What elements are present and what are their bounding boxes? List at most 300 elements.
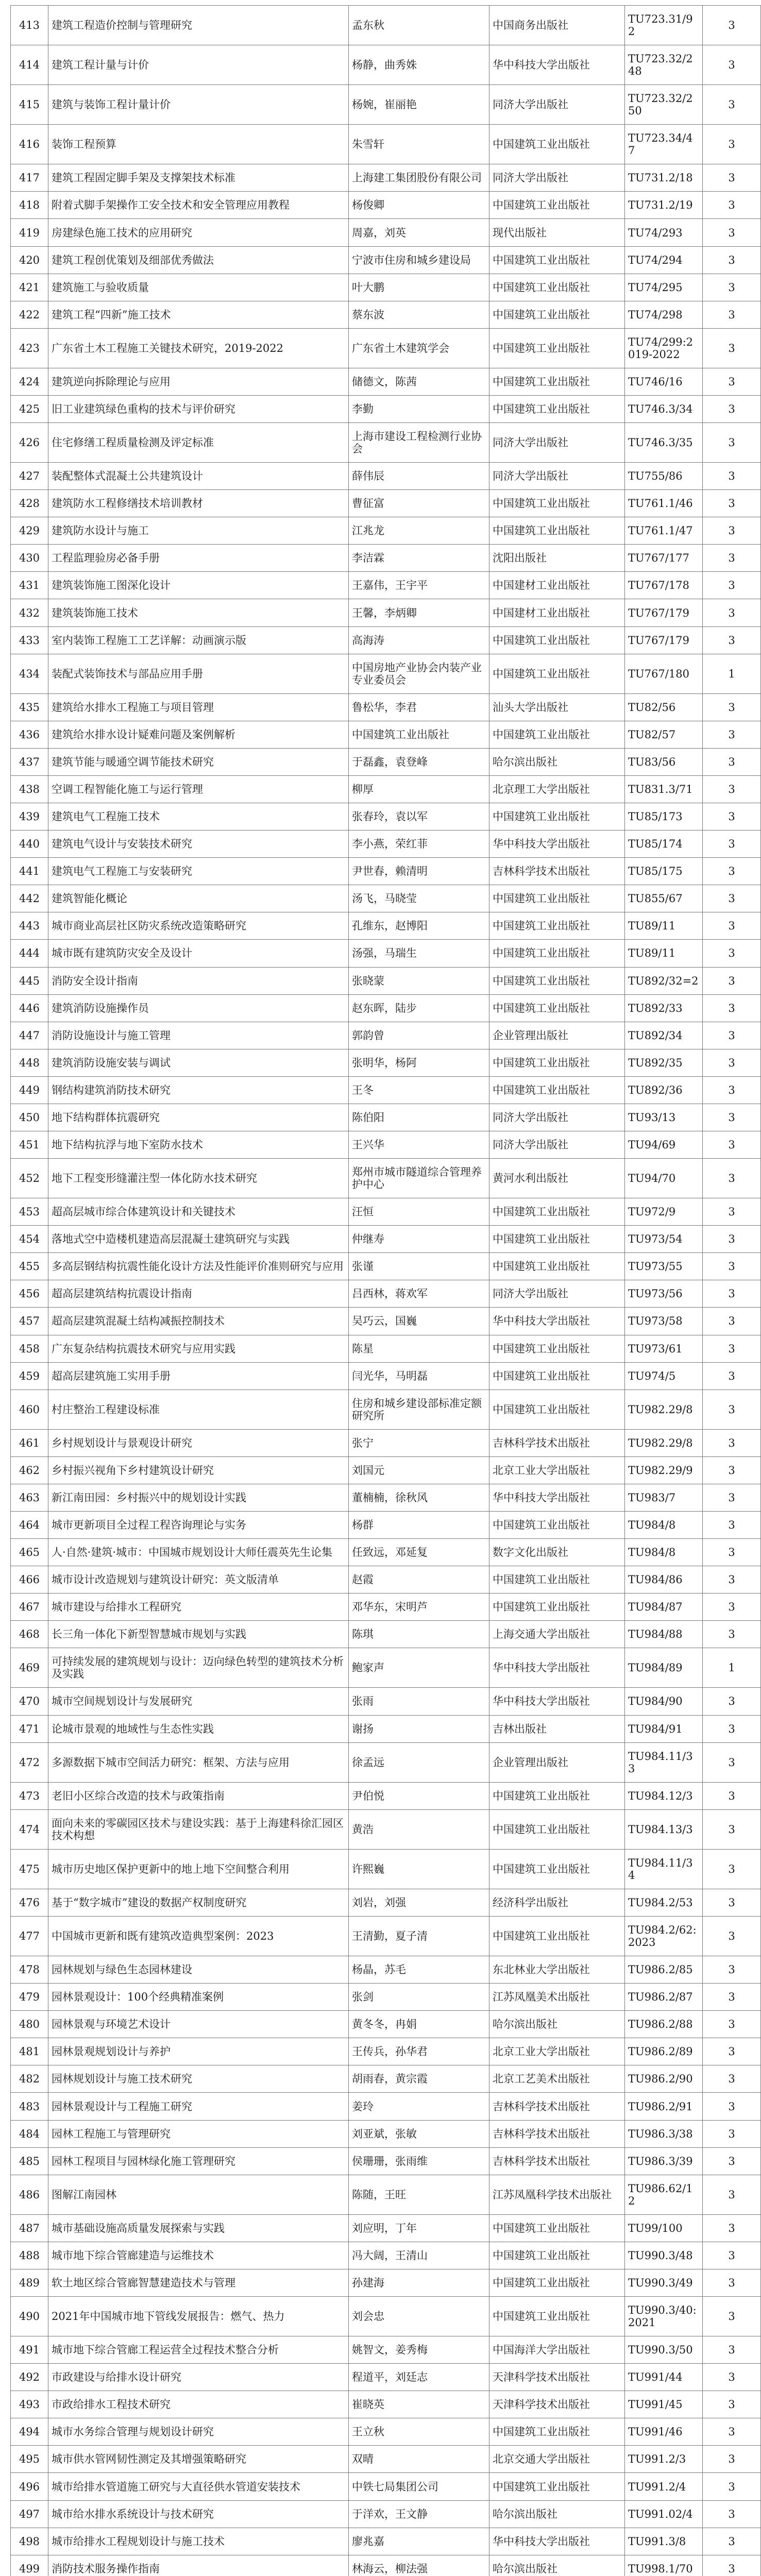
book-publisher: 中国建筑工业出版社 [489, 490, 625, 517]
copy-count: 3 [703, 2120, 761, 2147]
call-number: TU984/86 [625, 1566, 703, 1594]
row-number: 478 [11, 1956, 48, 1984]
table-row [11, 164, 761, 192]
table-row [11, 1782, 761, 1809]
book-author: 杨群 [349, 1511, 489, 1538]
table-row [11, 1715, 761, 1742]
book-title: 附着式脚手架操作工安全技术和安全管理应用教程 [48, 192, 349, 219]
table-row [11, 517, 761, 545]
call-number: TU761.1/46 [625, 490, 703, 517]
book-author: 王立秋 [349, 2418, 489, 2446]
book-publisher: 北京工业大学出版社 [489, 2038, 625, 2065]
book-author: 程道平，刘廷志 [349, 2364, 489, 2391]
book-title: 建筑施工与验收质量 [48, 274, 349, 301]
row-number: 462 [11, 1456, 48, 1484]
copy-count: 3 [703, 967, 761, 994]
book-publisher: 中国建筑工业出版社 [489, 1389, 625, 1429]
row-number: 430 [11, 545, 48, 572]
row-number: 487 [11, 2214, 48, 2242]
book-author: 姜玲 [349, 2093, 489, 2120]
book-publisher: 同济大学出版社 [489, 164, 625, 192]
call-number: TU991.3/8 [625, 2528, 703, 2555]
book-author: 尹世春，赖清明 [349, 858, 489, 885]
row-number: 481 [11, 2038, 48, 2065]
book-title: 建筑消防设施操作员 [48, 994, 349, 1022]
book-title: 建筑工程造价控制与管理研究 [48, 6, 349, 45]
call-number: TU94/70 [625, 1159, 703, 1198]
book-title: 地下结构群体抗震研究 [48, 1104, 349, 1131]
copy-count: 3 [703, 517, 761, 545]
copy-count: 3 [703, 885, 761, 912]
table-row [11, 1198, 761, 1226]
book-publisher: 华中科技大学出版社 [489, 1648, 625, 1688]
book-title: 乡村振兴视角下乡村建筑设计研究 [48, 1456, 349, 1484]
book-title: 城市空间规划设计与发展研究 [48, 1688, 349, 1715]
table-row [11, 192, 761, 219]
book-title: 城市商业高层社区防灾系统改造策略研究 [48, 912, 349, 940]
book-list-sheet [10, 5, 735, 2576]
book-author: 杨婉，崔丽艳 [349, 85, 489, 125]
book-author: 黄冬冬，冉娟 [349, 2011, 489, 2038]
call-number: TU984/87 [625, 1594, 703, 1621]
call-number: TU831.3/71 [625, 775, 703, 803]
table-row [11, 1280, 761, 1308]
table-row [11, 654, 761, 693]
book-publisher: 华中科技大学出版社 [489, 1308, 625, 1335]
call-number: TU986.2/88 [625, 2011, 703, 2038]
book-author: 中国建筑工业出版社 [349, 721, 489, 748]
table-row [11, 1076, 761, 1104]
call-number: TU892/32=2 [625, 967, 703, 994]
call-number: TU984/90 [625, 1688, 703, 1715]
book-publisher: 中国建筑工业出版社 [489, 125, 625, 164]
call-number: TU99/100 [625, 2214, 703, 2242]
book-publisher: 中国建筑工业出版社 [489, 1809, 625, 1849]
book-title: 建筑工程固定脚手架及支撑架技术标准 [48, 164, 349, 192]
book-publisher: 中国建材工业出版社 [489, 599, 625, 626]
book-author: 廖兆嘉 [349, 2528, 489, 2555]
table-row [11, 994, 761, 1022]
call-number: TU991/46 [625, 2418, 703, 2446]
row-number: 464 [11, 1511, 48, 1538]
book-author: 刘会忠 [349, 2297, 489, 2336]
book-publisher: 哈尔滨出版社 [489, 2011, 625, 2038]
book-title: 园林工程施工与管理研究 [48, 2120, 349, 2147]
copy-count: 3 [703, 2214, 761, 2242]
table-row [11, 1889, 761, 1916]
copy-count: 3 [703, 1621, 761, 1648]
book-publisher: 中国建筑工业出版社 [489, 2242, 625, 2269]
table-row [11, 858, 761, 885]
copy-count: 3 [703, 1809, 761, 1849]
copy-count: 3 [703, 1849, 761, 1889]
row-number: 459 [11, 1362, 48, 1389]
book-author: 赵东晖，陆步 [349, 994, 489, 1022]
book-publisher: 中国建筑工业出版社 [489, 1362, 625, 1389]
book-publisher: 同济大学出版社 [489, 1131, 625, 1158]
row-number: 485 [11, 2147, 48, 2175]
book-title: 建筑装饰施工技术 [48, 599, 349, 626]
row-number: 428 [11, 490, 48, 517]
book-author: 董楠楠，徐秋风 [349, 1484, 489, 1511]
book-publisher: 中国建筑工业出版社 [489, 803, 625, 831]
copy-count: 3 [703, 219, 761, 246]
copy-count: 3 [703, 2555, 761, 2576]
book-title: 村庄整治工程建设标准 [48, 1389, 349, 1429]
book-title: 广东省土木工程施工关键技术研究，2019-2022 [48, 328, 349, 368]
book-publisher: 经济科学出版社 [489, 1889, 625, 1916]
table-row [11, 2065, 761, 2093]
book-author: 陈伯阳 [349, 1104, 489, 1131]
row-number: 474 [11, 1809, 48, 1849]
book-author: 任致远，邓延复 [349, 1539, 489, 1566]
table-row [11, 2297, 761, 2336]
row-number: 429 [11, 517, 48, 545]
book-title: 园林规划与绿色生态园林建设 [48, 1956, 349, 1984]
row-number: 422 [11, 301, 48, 328]
table-row [11, 1456, 761, 1484]
table-row [11, 2242, 761, 2269]
row-number: 418 [11, 192, 48, 219]
copy-count: 3 [703, 2093, 761, 2120]
copy-count: 3 [703, 1198, 761, 1226]
call-number: TU82/57 [625, 721, 703, 748]
book-title: 市政给排水工程技术研究 [48, 2391, 349, 2418]
row-number: 488 [11, 2242, 48, 2269]
copy-count: 3 [703, 1742, 761, 1782]
copy-count: 3 [703, 2446, 761, 2473]
row-number: 424 [11, 368, 48, 395]
book-author: 鲍家声 [349, 1648, 489, 1688]
book-author: 崔晓英 [349, 2391, 489, 2418]
row-number: 431 [11, 572, 48, 599]
copy-count: 3 [703, 994, 761, 1022]
book-publisher: 华中科技大学出版社 [489, 2528, 625, 2555]
book-title: 园林景观规划设计与养护 [48, 2038, 349, 2065]
book-publisher: 中国建筑工业出版社 [489, 1849, 625, 1889]
book-title: 消防安全设计指南 [48, 967, 349, 994]
call-number: TU974/5 [625, 1362, 703, 1389]
book-title: 人·自然·建筑·城市：中国城市规划设计大师任震英先生论集 [48, 1539, 349, 1566]
copy-count: 3 [703, 1511, 761, 1538]
book-title: 城市更新项目全过程工程咨询理论与实务 [48, 1511, 349, 1538]
table-row [11, 721, 761, 748]
book-author: 胡雨春，黄宗霞 [349, 2065, 489, 2093]
copy-count: 3 [703, 693, 761, 721]
book-publisher: 中国建筑工业出版社 [489, 2269, 625, 2296]
copy-count: 3 [703, 1131, 761, 1158]
book-publisher: 中国建筑工业出版社 [489, 301, 625, 328]
book-publisher: 中国建筑工业出版社 [489, 274, 625, 301]
book-author: 于洋欢，王文静 [349, 2500, 489, 2528]
book-publisher: 中国建筑工业出版社 [489, 626, 625, 654]
book-title: 城市既有建筑防灾安全及设计 [48, 940, 349, 967]
copy-count: 3 [703, 368, 761, 395]
call-number: TU746.3/35 [625, 423, 703, 463]
table-row [11, 1484, 761, 1511]
table-row [11, 328, 761, 368]
copy-count: 3 [703, 2038, 761, 2065]
book-publisher: 中国建筑工业出版社 [489, 2473, 625, 2500]
book-author: 杨静，曲秀姝 [349, 45, 489, 85]
row-number: 458 [11, 1335, 48, 1362]
book-author: 刘应明，丁年 [349, 2214, 489, 2242]
copy-count: 3 [703, 45, 761, 85]
call-number: TU85/173 [625, 803, 703, 831]
table-row [11, 2269, 761, 2296]
row-number: 419 [11, 219, 48, 246]
call-number: TU892/36 [625, 1076, 703, 1104]
book-title: 图解江南园林 [48, 2175, 349, 2214]
call-number: TU984.2/62:2023 [625, 1917, 703, 1956]
book-author: 郭韵曾 [349, 1022, 489, 1049]
call-number: TU990.3/50 [625, 2336, 703, 2364]
copy-count: 3 [703, 1984, 761, 2011]
book-publisher: 吉林科学技术出版社 [489, 858, 625, 885]
book-author: 孔维东，赵博阳 [349, 912, 489, 940]
table-row [11, 1594, 761, 1621]
book-title: 超高层建筑混凝土结构减振控制技术 [48, 1308, 349, 1335]
row-number: 470 [11, 1688, 48, 1715]
book-publisher: 上海交通大学出版社 [489, 1621, 625, 1648]
book-publisher: 中国建材工业出版社 [489, 572, 625, 599]
call-number: TU767/179 [625, 626, 703, 654]
book-title: 园林工程项目与园林绿化施工管理研究 [48, 2147, 349, 2175]
book-publisher: 中国建筑工业出版社 [489, 994, 625, 1022]
book-author: 姚智文，姜秀梅 [349, 2336, 489, 2364]
book-title: 建筑装饰施工图深化设计 [48, 572, 349, 599]
call-number: TU991.02/4 [625, 2500, 703, 2528]
row-number: 448 [11, 1049, 48, 1076]
row-number: 436 [11, 721, 48, 748]
copy-count: 3 [703, 748, 761, 775]
book-title: 园林规划设计与施工技术研究 [48, 2065, 349, 2093]
book-author: 住房和城乡建设部标准定额研究所 [349, 1389, 489, 1429]
book-author: 吴巧云，国巍 [349, 1308, 489, 1335]
book-publisher: 中国建筑工业出版社 [489, 328, 625, 368]
call-number: TU74/294 [625, 246, 703, 274]
call-number: TU984/8 [625, 1539, 703, 1566]
table-row [11, 1131, 761, 1158]
row-number: 461 [11, 1429, 48, 1456]
call-number: TU984/91 [625, 1715, 703, 1742]
book-author: 王兴华 [349, 1131, 489, 1158]
table-row [11, 1621, 761, 1648]
table-row [11, 6, 761, 45]
call-number: TU973/61 [625, 1335, 703, 1362]
book-author: 刘国元 [349, 1456, 489, 1484]
call-number: TU984.12/3 [625, 1782, 703, 1809]
row-number: 446 [11, 994, 48, 1022]
book-author: 宁波市住房和城乡建设局 [349, 246, 489, 274]
book-title: 落地式空中造楼机建造高层混凝土建筑研究与实践 [48, 1226, 349, 1253]
row-number: 442 [11, 885, 48, 912]
book-publisher: 华中科技大学出版社 [489, 831, 625, 858]
book-author: 广东省土木建筑学会 [349, 328, 489, 368]
copy-count: 3 [703, 85, 761, 125]
table-row [11, 1566, 761, 1594]
row-number: 437 [11, 748, 48, 775]
table-row [11, 1104, 761, 1131]
book-title: 消防技术服务操作指南 [48, 2555, 349, 2576]
table-row [11, 1253, 761, 1280]
book-title: 消防设施设计与施工管理 [48, 1022, 349, 1049]
book-title: 2021年中国城市地下管线发展报告：燃气、热力 [48, 2297, 349, 2336]
book-author: 张剑 [349, 1984, 489, 2011]
table-row [11, 1917, 761, 1956]
row-number: 449 [11, 1076, 48, 1104]
row-number: 433 [11, 626, 48, 654]
book-publisher: 东北林业大学出版社 [489, 1956, 625, 1984]
book-author: 闫光华，马明磊 [349, 1362, 489, 1389]
book-title: 装饰工程预算 [48, 125, 349, 164]
table-row [11, 1226, 761, 1253]
table-row [11, 85, 761, 125]
row-number: 415 [11, 85, 48, 125]
book-author: 陈随，王旺 [349, 2175, 489, 2214]
call-number: TU731.2/19 [625, 192, 703, 219]
book-author: 曹征富 [349, 490, 489, 517]
book-publisher: 哈尔滨出版社 [489, 2555, 625, 2576]
copy-count: 3 [703, 599, 761, 626]
book-title: 建筑逆向拆除理论与应用 [48, 368, 349, 395]
book-title: 可持续发展的建筑规划与设计：迈向绿色转型的建筑技术分析及实践 [48, 1648, 349, 1688]
call-number: TU998.1/70 [625, 2555, 703, 2576]
book-title: 超高层建筑施工实用手册 [48, 1362, 349, 1389]
call-number: TU755/86 [625, 463, 703, 490]
table-row [11, 626, 761, 654]
book-title: 旧工业建筑绿色重构的技术与评价研究 [48, 395, 349, 422]
call-number: TU94/69 [625, 1131, 703, 1158]
row-number: 421 [11, 274, 48, 301]
call-number: TU973/58 [625, 1308, 703, 1335]
call-number: TU767/180 [625, 654, 703, 693]
row-number: 490 [11, 2297, 48, 2336]
book-publisher: 中国建筑工业出版社 [489, 2214, 625, 2242]
call-number: TU972/9 [625, 1198, 703, 1226]
book-author: 于磊鑫，袁登峰 [349, 748, 489, 775]
book-publisher: 哈尔滨出版社 [489, 2500, 625, 2528]
book-title: 建筑电气工程施工与安装研究 [48, 858, 349, 885]
copy-count: 3 [703, 490, 761, 517]
copy-count: 3 [703, 858, 761, 885]
row-number: 463 [11, 1484, 48, 1511]
call-number: TU986.62/12 [625, 2175, 703, 2214]
row-number: 426 [11, 423, 48, 463]
copy-count: 1 [703, 1648, 761, 1688]
book-publisher: 企业管理出版社 [489, 1022, 625, 1049]
table-row [11, 423, 761, 463]
row-number: 457 [11, 1308, 48, 1335]
table-row [11, 2093, 761, 2120]
call-number: TU990.3/48 [625, 2242, 703, 2269]
book-title: 建筑工程创优策划及细部优秀做法 [48, 246, 349, 274]
table-row [11, 1849, 761, 1889]
book-publisher: 吉林科学技术出版社 [489, 1429, 625, 1456]
book-publisher: 中国建筑工业出版社 [489, 885, 625, 912]
book-author: 孙建海 [349, 2269, 489, 2296]
table-row [11, 2418, 761, 2446]
book-title: 城市地下综合管廊工程运营全过程技术整合分析 [48, 2336, 349, 2364]
call-number: TU973/55 [625, 1253, 703, 1280]
row-number: 495 [11, 2446, 48, 2473]
table-row [11, 1956, 761, 1984]
call-number: TU984.11/33 [625, 1742, 703, 1782]
book-author: 孟东秋 [349, 6, 489, 45]
book-publisher: 中国建筑工业出版社 [489, 2418, 625, 2446]
copy-count: 3 [703, 1226, 761, 1253]
copy-count: 3 [703, 831, 761, 858]
book-author: 上海建工集团股份有限公司 [349, 164, 489, 192]
book-publisher: 数字文化出版社 [489, 1539, 625, 1566]
copy-count: 3 [703, 2500, 761, 2528]
copy-count: 3 [703, 912, 761, 940]
copy-count: 3 [703, 2418, 761, 2446]
book-publisher: 中国建筑工业出版社 [489, 967, 625, 994]
row-number: 467 [11, 1594, 48, 1621]
book-publisher: 中国建筑工业出版社 [489, 1049, 625, 1076]
book-publisher: 黄河水利出版社 [489, 1159, 625, 1198]
book-publisher: 江苏凤凰科学技术出版社 [489, 2175, 625, 2214]
table-row [11, 274, 761, 301]
copy-count: 3 [703, 1104, 761, 1131]
table-row [11, 599, 761, 626]
book-author: 林海云，柳法强 [349, 2555, 489, 2576]
table-row [11, 545, 761, 572]
book-author: 王嘉伟，王宇平 [349, 572, 489, 599]
copy-count: 3 [703, 1715, 761, 1742]
table-row [11, 2555, 761, 2576]
book-title: 钢结构建筑消防技术研究 [48, 1076, 349, 1104]
book-title: 房建绿色施工技术的应用研究 [48, 219, 349, 246]
call-number: TU984.2/53 [625, 1889, 703, 1916]
call-number: TU984/89 [625, 1648, 703, 1688]
book-author: 许熙巍 [349, 1849, 489, 1889]
copy-count: 3 [703, 2297, 761, 2336]
row-number: 473 [11, 1782, 48, 1809]
table-row [11, 1809, 761, 1849]
row-number: 499 [11, 2555, 48, 2576]
table-row [11, 463, 761, 490]
book-list-body [11, 6, 761, 2576]
book-title: 工程监理验房必备手册 [48, 545, 349, 572]
call-number: TU982.29/8 [625, 1389, 703, 1429]
book-title: 建筑智能化概论 [48, 885, 349, 912]
book-author: 陈星 [349, 1335, 489, 1362]
book-author: 尹伯悦 [349, 1782, 489, 1809]
copy-count: 3 [703, 1076, 761, 1104]
table-row [11, 301, 761, 328]
book-author: 双晴 [349, 2446, 489, 2473]
book-author: 上海市建设工程检测行业协会 [349, 423, 489, 463]
book-title: 城市地下综合管廊建造与运维技术 [48, 2242, 349, 2269]
copy-count: 3 [703, 301, 761, 328]
row-number: 471 [11, 1715, 48, 1742]
call-number: TU984.13/3 [625, 1809, 703, 1849]
copy-count: 3 [703, 1159, 761, 1198]
book-title: 城市建设与给排水工程研究 [48, 1594, 349, 1621]
table-row [11, 1429, 761, 1456]
table-row [11, 490, 761, 517]
book-title: 市政建设与给排水设计研究 [48, 2364, 349, 2391]
copy-count: 3 [703, 1594, 761, 1621]
copy-count: 3 [703, 2011, 761, 2038]
book-publisher: 天津科学技术出版社 [489, 2364, 625, 2391]
book-publisher: 华中科技大学出版社 [489, 1484, 625, 1511]
book-author: 汤飞，马晓莹 [349, 885, 489, 912]
book-publisher: 中国建筑工业出版社 [489, 1566, 625, 1594]
row-number: 438 [11, 775, 48, 803]
